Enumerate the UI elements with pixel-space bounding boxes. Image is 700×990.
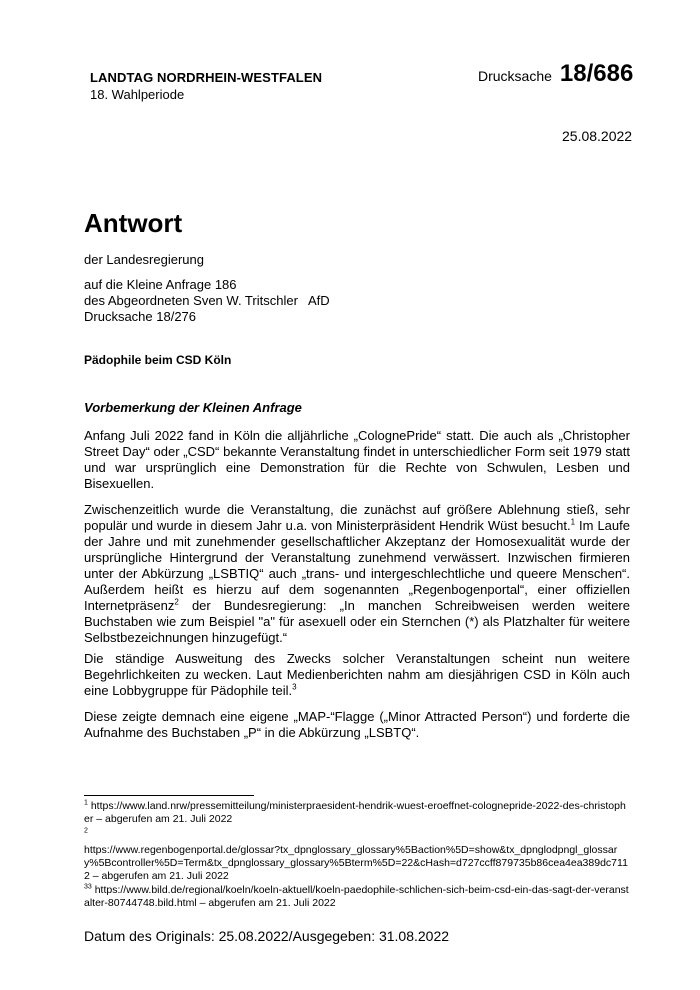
document-heading: Antwort [84, 208, 183, 238]
reference-line-3: Drucksache 18/276 [84, 309, 197, 324]
drucksache-label: Drucksache [478, 68, 552, 84]
footnote-2-text: https://www.regenbogenportal.de/glossar?tx_dpnglossary_glossary%5Baction%5D=show&tx_dpnglodpngl_glossary%5Bcontroller%5D=Term&tx_dpnglossary_glossary%5Bterm%5D=22&cHash=d727ccff879735b86cea4ea389dc7112 – abgerufen am 21. Juli 2022 [84, 844, 628, 882]
reference-line-1: auf die Kleine Anfrage 186 [84, 277, 237, 292]
legislative-period: 18. Wahlperiode [90, 87, 185, 102]
paragraph-3-text: Die ständige Ausweitung des Zwecks solcher Veranstaltungen scheint nun weitere Begehrlichkeiten zu wecken. Laut Medienberichten nahm am diesjährigen CSD in Köln auch eine Lobbygruppe für Pädophile teil. [84, 651, 630, 698]
footnote-divider [84, 795, 254, 796]
subject-title: Pädophile beim CSD Köln [84, 353, 232, 367]
paragraph-1 [84, 428, 630, 492]
paragraph-4-text: Diese zeigte demnach eine eigene „MAP-“Flagge („Minor Attracted Person“) und forderte die Aufnahme des Buchstaben „P“ in die Abkürzung „LSBTQ“. [84, 709, 630, 740]
paragraph-2-part-a: Zwischenzeitlich wurde die Veranstaltung, die zunächst auf größere Ablehnung stieß, sehr populär und wurde in diesem Jahr u.a. von Ministerpräsident Hendrik Wüst besucht. [84, 502, 630, 533]
issuer-line: der Landesregierung [84, 252, 204, 267]
paragraph-2-part-c: der Bundesregierung: „In manchen Schreibweisen werden weitere Buchstaben wie zum Beispiel "a" für asexuell oder ein Sternchen (*) als Platzhalter für weitere Selbstbezeichnungen hinzugefügt.“ [84, 598, 630, 645]
drucksache-block [478, 60, 633, 88]
footnote-1 [84, 800, 630, 826]
footnote-1-text: https://www.land.nrw/pressemitteilung/ministerpraesident-hendrik-wuest-eroeffnet-colognepride-2022-des-christopher – abgerufen am 21. Juli 2022 [84, 800, 626, 825]
paragraph-2 [84, 502, 630, 646]
footnote-2-mark: 2 [84, 827, 88, 835]
reference-line-2: des Abgeordneten Sven W. Tritschler AfD [84, 293, 330, 308]
paragraph-1-text: Anfang Juli 2022 fand in Köln die alljährliche „ColognePride“ statt. Die auch als „Christopher Street Day“ oder „CSD“ bekannte Veranstaltung findet in unterschiedlicher Form seit 1979 statt und war ursprünglich eine Demonstration für die Rechte von Schwulen, Lesben und Bisexuellen. [84, 428, 630, 491]
paragraph-4 [84, 709, 630, 741]
paragraph-3 [84, 651, 630, 699]
footnote-ref-1: 1 [570, 517, 576, 527]
drucksache-number: 18/686 [559, 60, 634, 87]
document-date: 25.08.2022 [562, 128, 633, 144]
footnote-3-text: https://www.bild.de/regional/koeln/koeln-aktuell/koeln-paedophile-schlichen-sich-beim-csd-ein-das-sagt-der-veranstalter-80744748.bild.html – abgerufen am 21. Juli 2022 [84, 884, 629, 909]
parliament-name: LANDTAG NORDRHEIN-WESTFALEN [90, 70, 323, 85]
footnote-ref-3: 3 [292, 682, 297, 692]
paragraph-2-part-b: Im Laufe der Jahre und mit zunehmender gesellschaftlicher Akzeptanz der Homosexualität wurde der ursprüngliche Hintergrund der Veranstaltung zunehmend verwässert. Inzwischen firmieren unter der Abkürzung „LSBTIQ“ auch „trans- und intergeschlechtliche und queere Menschen“. Außerdem heißt es hierzu auf dem sogenannten „Regenbogenportal“, einer offiziellen Internetpräsenz [84, 518, 630, 613]
footnote-1-mark: 1 [84, 799, 88, 807]
footnote-3-mark: 33 [84, 883, 92, 891]
footnote-2-mark-line [84, 828, 630, 841]
issue-date-footer: Datum des Originals: 25.08.2022/Ausgegeben: 31.08.2022 [84, 928, 450, 944]
footnote-2 [84, 844, 630, 883]
footnote-ref-2: 2 [174, 597, 179, 607]
prelim-heading: Vorbemerkung der Kleinen Anfrage [84, 400, 302, 415]
footnote-3 [84, 884, 630, 910]
